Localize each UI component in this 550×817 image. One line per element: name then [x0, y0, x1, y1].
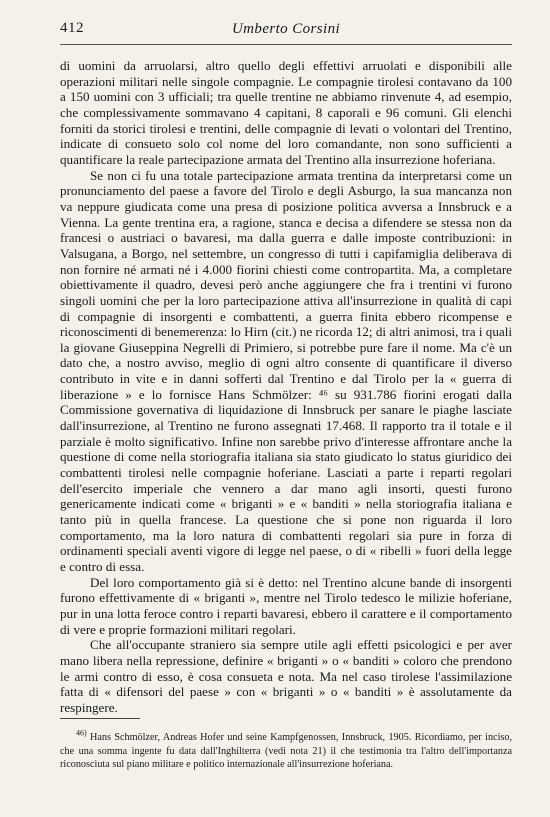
paragraph: Del loro comportamento già si è detto: nel Trentino alcune bande di insorgenti furono effettivamente di « briganti », mentre nel Tirolo tedesco le milizie hoferiane, pur in una lotta feroce contro i reparti bavaresi, ebbero il carattere e il comportamento di vere e proprie formazioni militari regolari.: [60, 574, 512, 637]
body-text: [60, 58, 512, 716]
footnote-rule: [60, 718, 140, 719]
footnote-entry: [60, 728, 513, 772]
footnote-text: Hans Schmölzer, Andreas Hofer und seine Kampfgenossen, Innsbruck, 1905. Ricordiamo, per inciso, che una somma ingente fu data dall'Inghilterra (vedi nota 21) il che testimonia tra l'altro dell'importanza riconosciuta sul piano militare e politico internazionale all'insurrezione hoferiana.: [60, 732, 513, 771]
page-number: 412: [60, 20, 84, 36]
paragraph: di uomini da arruolarsi, altro quello degli effettivi arruolati e disponibili alle operazioni militari nelle singole compagnie. Le compagnie tirolesi contavano da 100 a 150 uomini con 3 ufficiali; tra quelle trentine ne abbiamo rinvenute 4, ad esempio, che complessivamente sommavano 4 capitani, 8 caporali e 96 comuni. Gli elenchi forniti da storici tirolesi e trentini, delle compagnie di levati o volontari del Trentino, indicate di consueto solo col nome del loro comandante, non sono sufficienti a quantificare la reale partecipazione armata del Trentino alla insurrezione hoferiana.: [60, 58, 512, 167]
footnote-number: 46): [76, 728, 87, 738]
paragraph: Che all'occupante straniero sia sempre utile agli effetti psicologici e per aver mano libera nella repressione, definire « briganti » o « banditi » coloro che prendono le armi contro di esso, è cosa consueta e nota. Ma nel caso tirolese l'assimilazione fatta di « difensori del paese » con « briganti » o « banditi » è assolutamente da respingere.: [60, 637, 512, 715]
page-header: [60, 20, 512, 44]
header-rule: [60, 44, 512, 45]
paragraph: Se non ci fu una totale partecipazione armata trentina da interpretarsi come un pronunciamento del paese a favore del Tirolo e degli Asburgo, la sua mancanza non va neppure giudicata come una presa di posizione politica avversa a Innsbruck e a Vienna. La gente trentina era, a ragione, stanca e decisa a difendere se stessa non da francesi o austriaci o bavaresi, ma dalla guerra e dalle imposte contribuzioni: in Valsugana, a Borgo, nel settembre, un congresso di tutti i capifamiglia deliberava di non fornire né armati né i 4.000 fiorini chiesti come contropartita. Ma, a completare obiettivamente il quadro, devesi però anche aggiungere che fra i trentini vi furono singoli uomini che per la loro partecipazione attiva all'insurrezione in qualità di capi di compagnie di insorgenti e combattenti, a guerra finita ebbero ricompense e riconoscimenti di benemerenza: lo Hirn (cit.) ne ricorda 12; di altri animosi, tra i quali la giovane Giuseppina Negrelli di Primiero, si potrebbe pure fare il nome. Ma c'è un dato che, a nostro avviso, meglio di ogni altro consente di quantificare il diverso contributo in vite e in danni sofferti dal Trentino e dal Tirolo per la « guerra di liberazione » e lo fornisce Hans Schmölzer: ⁴⁶ su 931.786 fiorini erogati dalla Commissione governativa di liquidazione di Innsbruck per sanare le piaghe lasciate dall'insurrezione, al Trentino ne furono assegnati 17.468. Il rapporto tra il totale e il parziale è molto significativo. Infine non sarebbe privo d'interesse affrontare anche la questione di come nella storiografia italiana sia stato giudicato lo status giuridico dei combattenti tirolesi nelle compagnie hoferiane. Lasciati a parte i reparti regolari dell'esercito imperiale che vennero a dar mano agli insorti, questi furono genericamente indicati come « briganti » e « banditi » nella storiografia italiana e tanto più in quella francese. La questione che si pone non riguarda il loro comportamento, ma la loro natura di combattenti regolari sia pure in forza di ordinamenti speciali aventi vigore di legge nel paese, o di « ribelli » fuori della legge e contro di essa.: [60, 167, 512, 574]
running-head-author: Umberto Corsini: [231, 21, 341, 37]
footnote: [60, 728, 513, 772]
